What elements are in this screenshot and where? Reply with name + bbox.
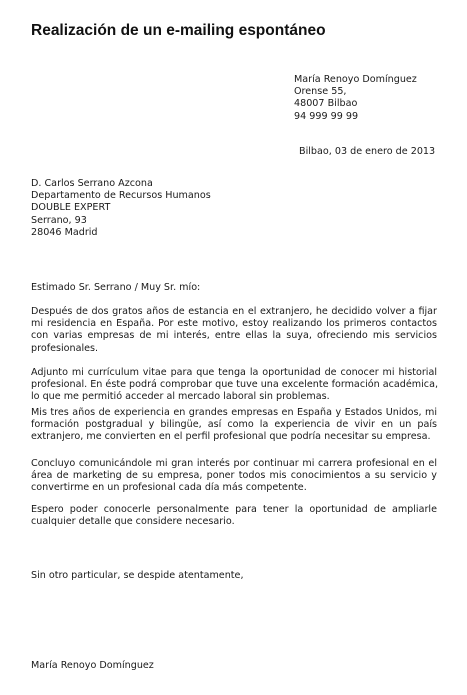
signature-name: María Renoyo Domínguez	[31, 660, 154, 671]
recipient-name: D. Carlos Serrano Azcona	[31, 178, 153, 189]
recipient-street: Serrano, 93	[31, 214, 87, 226]
sender-address-block	[294, 74, 417, 123]
paragraph-line: Espero poder conocerle personalmente para tener la oportunidad de ampliarle	[31, 504, 437, 515]
paragraph-line: Mis tres años de experiencia en grandes empresas en España y Estados Unidos, mi	[31, 407, 437, 418]
recipient-department: Departamento de Recursos Humanos	[31, 190, 211, 202]
paragraph-line: extranjero, me convierten en el perfil profesional que podría necesitar su empresa.	[31, 431, 431, 443]
recipient-company: DOUBLE EXPERT	[31, 202, 111, 214]
paragraph-line: convertirme en un profesional cada día más competente.	[31, 482, 307, 494]
paragraph-line: área de marketing de su empresa, poner todos mis conocimientos a su servicio y	[31, 470, 437, 482]
recipient-city: 28046 Madrid	[31, 226, 98, 238]
sender-city: 48007 Bilbao	[294, 98, 358, 110]
paragraph-line: con varias empresas de mi interés, entre ellas la suya, ofreciendo mis servicios	[31, 330, 437, 342]
body-paragraph-1	[31, 306, 437, 355]
paragraph-line: profesionales.	[31, 342, 99, 354]
body-paragraph-2	[31, 367, 437, 404]
sender-street: Orense 55,	[294, 86, 347, 98]
body-paragraph-5	[31, 504, 437, 528]
paragraph-line: Concluyo comunicándole mi gran interés por continuar mi carrera profesional en el	[31, 458, 437, 469]
paragraph-line: Después de dos gratos años de estancia en el extranjero, he decidido volver a fijar	[31, 306, 437, 317]
document-title: Realización de un e-mailing espontáneo	[31, 22, 326, 39]
body-paragraph-3	[31, 407, 437, 444]
paragraph-line: Adjunto mi currículum vitae para que tenga la oportunidad de conocer mi historial	[31, 367, 437, 378]
letter-date: Bilbao, 03 de enero de 2013	[299, 146, 436, 157]
sender-phone: 94 999 99 99	[294, 110, 359, 122]
sender-name: María Renoyo Domínguez	[294, 74, 417, 85]
paragraph-line: lo que me permitió acceder al mercado laboral sin problemas.	[31, 391, 330, 403]
recipient-address-block	[31, 178, 211, 239]
paragraph-line: cualquier detalle que considere necesario.	[31, 516, 235, 528]
paragraph-line: mi residencia en España. Por este motivo, estoy realizando los primeros contactos	[31, 318, 437, 330]
paragraph-line: formación postgradual y bilingüe, así como la experiencia de vivir en un país	[31, 419, 437, 431]
paragraph-line: profesional. En éste podrá comprobar que tuve una excelente formación académica,	[31, 379, 438, 391]
body-paragraph-4	[31, 458, 437, 495]
salutation: Estimado Sr. Serrano / Muy Sr. mío:	[31, 282, 201, 293]
closing-line: Sin otro particular, se despide atentamente,	[31, 570, 244, 581]
